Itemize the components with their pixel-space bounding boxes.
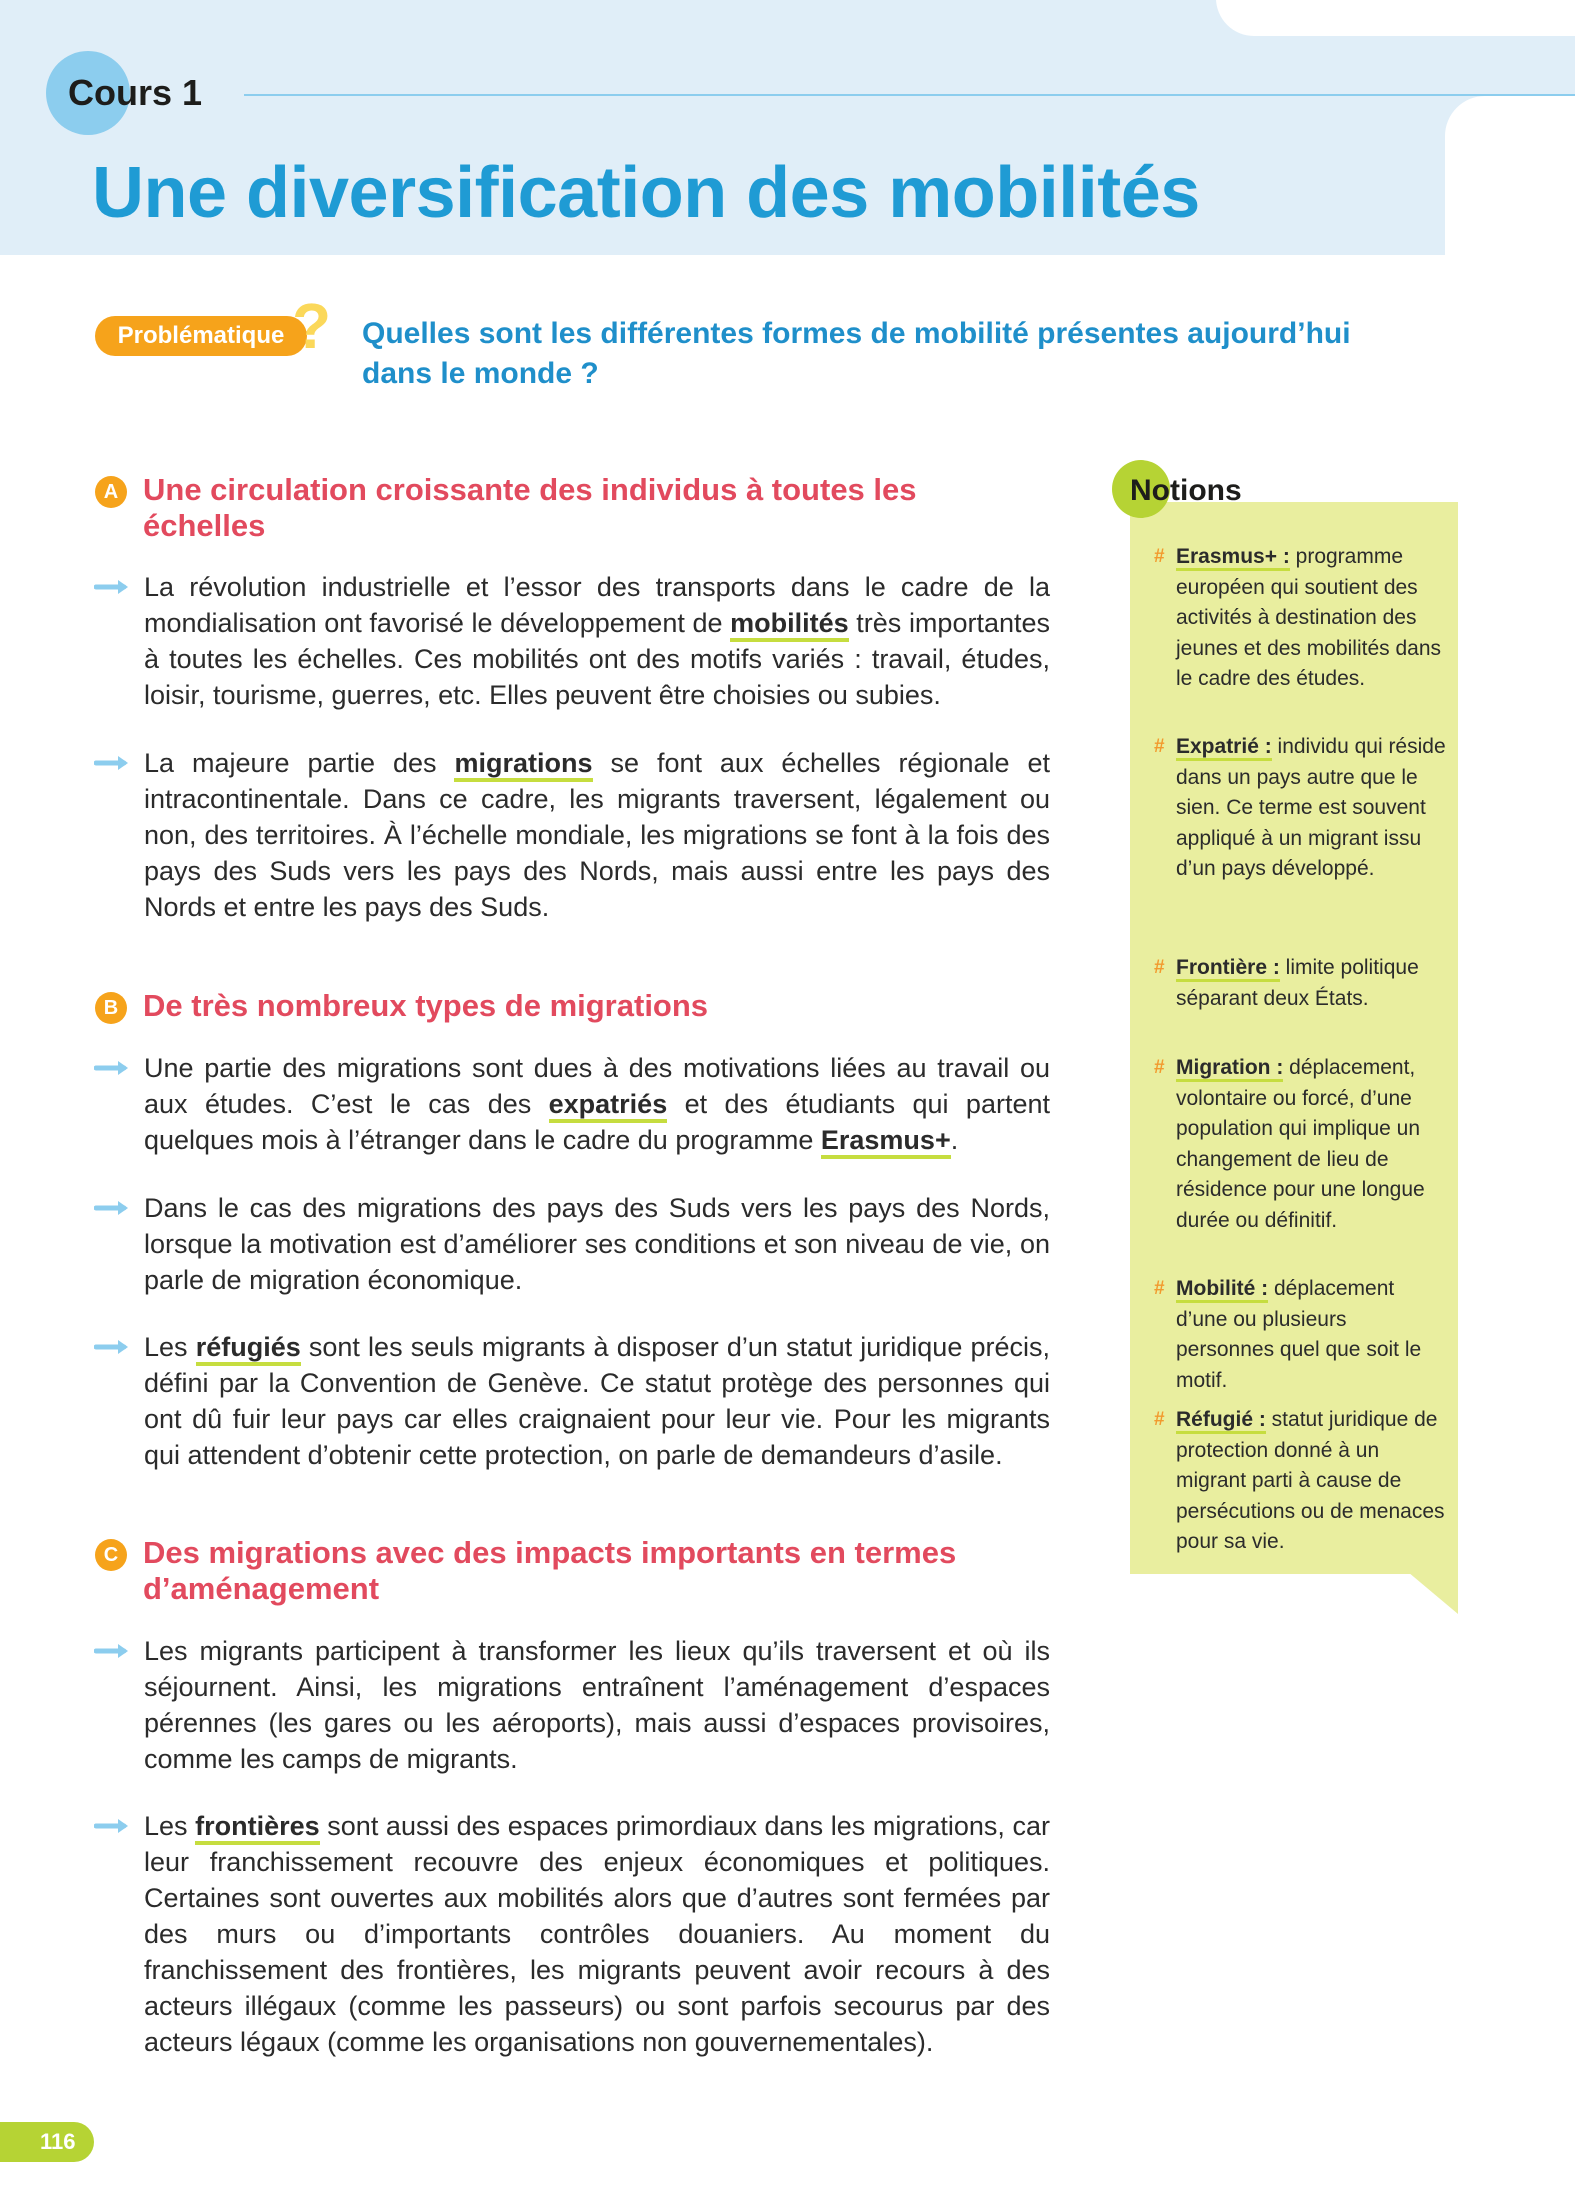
- notions-title: Notions: [1130, 474, 1242, 507]
- section-badge: B: [95, 992, 127, 1024]
- cours-rule: [244, 94, 1575, 96]
- question-mark-icon: ?: [292, 290, 332, 362]
- section-title: De très nombreux types de migrations: [143, 988, 709, 1023]
- arrow-right-icon: [94, 1058, 134, 1078]
- problematique-question: Quelles sont les différentes formes de mobilité présentes aujourd’hui dans le monde ?: [362, 317, 1351, 390]
- paragraph: Une partie des migrations sont dues à des motivations liées au travail ou aux études. C’est le cas des expatriés et des étudiants qui partent quelques mois à l’étranger dans le cadre du programme Erasmus+.: [144, 1050, 1050, 1158]
- glossary-term: mobilités: [730, 608, 849, 642]
- notions-panel-tail: [1408, 1572, 1458, 1614]
- paragraph: Les migrants participent à transformer les lieux qu’ils traversent et où ils séjournent. Ainsi, les migrations entraînent l’aménagement d’espaces pérennes (les gares ou les aéroports), mais aussi d’espaces provisoires, comme les camps de migrants.: [144, 1636, 1050, 1774]
- glossary-term: migrations: [454, 748, 592, 782]
- paragraph: La révolution industrielle et l’essor des transports dans le cadre de la mondialisation ont favorisé le développement de mobilités très importantes à toutes les échelles. Ces mobilités ont des motifs variés : travail, études, loisir, tourisme, guerres, etc. Elles peuvent être choisies ou subies.: [144, 572, 1051, 710]
- hash-icon: #: [1154, 736, 1165, 757]
- hash-icon: #: [1154, 1409, 1165, 1430]
- notion-term: Mobilité :: [1176, 1277, 1268, 1303]
- notion-item: [1154, 953, 1448, 1014]
- hash-icon: #: [1154, 957, 1165, 978]
- section-title: Des migrations avec des impacts importants en termes d’aménagement: [143, 1535, 957, 1606]
- hash-icon: #: [1154, 1278, 1165, 1299]
- notion-term: Frontière :: [1176, 956, 1280, 982]
- header-cloud-shape: [1216, 0, 1575, 36]
- notion-definition: déplacement, volontaire ou forcé, d’une population qui implique un changement de lieu de résidence pour une longue durée ou définitif.: [1176, 1056, 1425, 1232]
- hash-icon: #: [1154, 1057, 1165, 1078]
- notion-definition: déplacement d’une ou plusieurs personnes quel que soit le motif.: [1176, 1277, 1422, 1392]
- notion-item: [1154, 542, 1448, 695]
- notion-term: Migration :: [1176, 1056, 1283, 1082]
- arrow-right-icon: [94, 1816, 134, 1836]
- notion-definition: programme européen qui soutient des activités à destination des jeunes et des mobilités dans le cadre des études.: [1176, 545, 1441, 690]
- notion-item: [1154, 1405, 1448, 1558]
- arrow-right-icon: [94, 577, 134, 597]
- paragraph: Les frontières sont aussi des espaces primordiaux dans les migrations, car leur franchissement recouvre des enjeux économiques et politiques. Certaines sont ouvertes aux mobilités alors que d’autres sont fermées par des murs ou d’importants contrôles douaniers. Au moment du franchissement des frontières, les migrants peuvent avoir recours à des acteurs illégaux (comme les passeurs) ou sont parfois secourus par des acteurs légaux (comme les organisations non gouvernementales).: [144, 1811, 1050, 2057]
- arrow-right-icon: [94, 1337, 134, 1357]
- page-title: Une diversification des mobilités: [92, 153, 1200, 233]
- glossary-term: réfugiés: [196, 1332, 301, 1366]
- glossary-term: frontières: [195, 1811, 320, 1845]
- paragraph: La majeure partie des migrations se font aux échelles régionale et intracontinentale. Dans ce cadre, les migrants traversent, légalement ou non, des territoires. À l’échelle mondiale, les migrations se font à la fois des pays des Suds vers les pays des Nords, mais aussi entre les pays des Nords et entre les pays des Suds.: [144, 748, 1051, 922]
- arrow-right-icon: [94, 1641, 134, 1661]
- problematique-badge: Problématique: [95, 316, 307, 356]
- hash-icon: #: [1154, 546, 1165, 567]
- notion-term: Erasmus+ :: [1176, 545, 1290, 571]
- section-badge: A: [95, 476, 127, 508]
- section-badge: C: [95, 1539, 127, 1571]
- section-title: Une circulation croissante des individus à toutes les échelles: [143, 472, 917, 543]
- notion-item: [1154, 732, 1448, 885]
- glossary-term: expatriés: [549, 1089, 668, 1123]
- cours-label: Cours 1: [68, 72, 203, 113]
- notion-item: [1154, 1053, 1448, 1236]
- arrow-right-icon: [94, 1198, 134, 1218]
- paragraph: Dans le cas des migrations des pays des Suds vers les pays des Nords, lorsque la motivation est d’améliorer ses conditions et son niveau de vie, on parle de migration économique.: [144, 1193, 1050, 1295]
- header-cloud-shape: [1445, 96, 1575, 266]
- arrow-right-icon: [94, 753, 134, 773]
- glossary-term: Erasmus+: [821, 1125, 951, 1159]
- notion-definition: statut juridique de protection donné à un migrant parti à cause de persécutions ou de menaces pour sa vie.: [1176, 1408, 1445, 1553]
- notion-term: Réfugié :: [1176, 1408, 1266, 1434]
- paragraph: Les réfugiés sont les seuls migrants à disposer d’un statut juridique précis, défini par la Convention de Genève. Ce statut protège des personnes qui ont dû fuir leur pays car elles craignaient pour leur vie. Pour les migrants qui attendent d’obtenir cette protection, on parle de demandeurs d’asile.: [144, 1332, 1050, 1470]
- notion-item: [1154, 1274, 1448, 1396]
- page-number: 116: [0, 2122, 94, 2162]
- notion-definition: individu qui réside dans un pays autre que le sien. Ce terme est souvent appliqué à un migrant issu d’un pays développé.: [1176, 735, 1446, 880]
- notion-definition: limite politique séparant deux États.: [1176, 956, 1419, 1010]
- notion-term: Expatrié :: [1176, 735, 1272, 761]
